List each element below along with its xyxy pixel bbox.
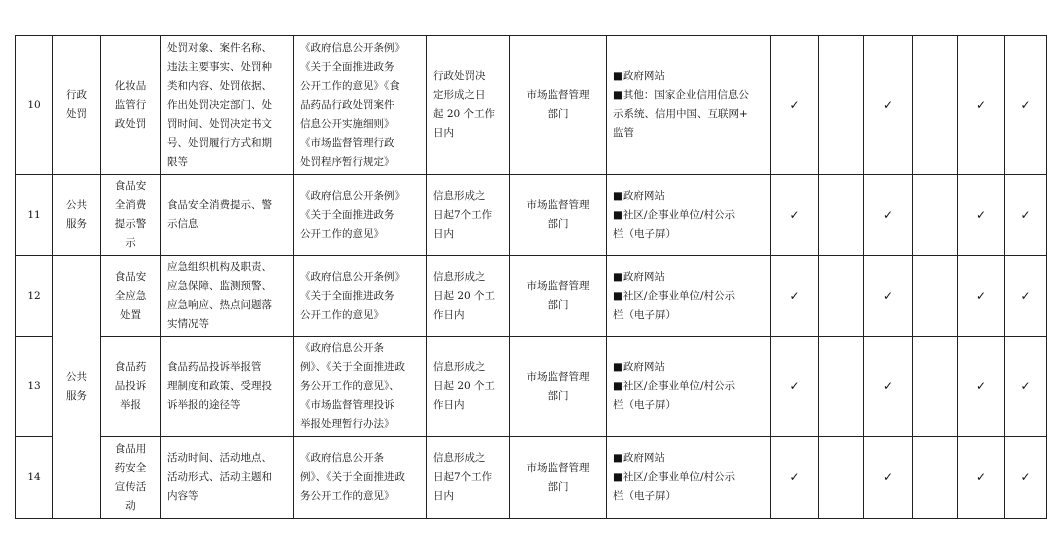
- check-cell: [819, 256, 864, 337]
- time-cell: [427, 337, 510, 437]
- item-cell-line: 全应急: [114, 289, 147, 302]
- category-cell-line: 公共: [66, 199, 87, 211]
- row-number: 10: [16, 36, 53, 175]
- table-row: [16, 337, 1047, 437]
- basis-cell-line: 《政府信息公开条: [300, 342, 384, 354]
- content-cell: [161, 437, 294, 519]
- basis-cell: [294, 337, 427, 437]
- time-cell-line: 定形成之日: [433, 89, 486, 101]
- subject-cell-line: 部门: [547, 108, 569, 120]
- subject-cell-line: 部门: [547, 299, 569, 311]
- check-cell: ✓: [864, 337, 913, 437]
- check-cell: [913, 437, 958, 519]
- content-cell-line: 号、处罚履行方式和期: [167, 136, 272, 149]
- channel-cell: [607, 175, 771, 256]
- subject-cell-line: 部门: [547, 389, 569, 402]
- row-number: 13: [16, 337, 53, 437]
- basis-cell-line: 例》、《关于全面推进政: [300, 361, 405, 373]
- basis-cell: [294, 256, 427, 337]
- content-cell-line: 实情况等: [167, 318, 209, 330]
- check-cell: [913, 36, 958, 175]
- channel-cell-line: 栏（电子屏）: [613, 227, 676, 240]
- item-cell-line: 化妆品: [114, 79, 147, 92]
- basis-cell-line: 举报处理暂行办法》: [300, 418, 395, 430]
- check-cell: ✓: [958, 36, 1005, 175]
- basis-cell-line: 公开工作的意见》《食: [300, 79, 400, 92]
- content-cell-line: 食品药品投诉举报管: [167, 361, 262, 373]
- time-cell: [427, 36, 510, 175]
- item-cell-line: 处置: [120, 308, 141, 321]
- channel-cell-line: 栏（电子屏）: [613, 399, 676, 411]
- time-cell-line: 日起 20 个工: [433, 289, 496, 302]
- content-cell: [161, 175, 294, 256]
- time-cell: [427, 437, 510, 519]
- time-cell-line: 日内: [433, 227, 454, 240]
- item-cell-line: 举报: [120, 399, 141, 411]
- category-cell: [53, 256, 101, 519]
- check-cell: ✓: [864, 175, 913, 256]
- subject-cell-line: 部门: [547, 480, 569, 493]
- time-cell-line: 作日内: [433, 308, 465, 321]
- channel-cell-line: ■政府网站: [613, 452, 665, 464]
- check-cell: ✓: [1005, 36, 1047, 175]
- item-cell: [101, 175, 161, 256]
- time-cell-line: 信息形成之: [433, 189, 486, 202]
- subject-cell-line: 部门: [547, 218, 569, 230]
- basis-cell-line: 品药品行政处罚案件: [300, 98, 395, 111]
- basis-cell-line: 公开工作的意见》: [300, 227, 384, 240]
- item-cell-line: 品投诉: [114, 380, 147, 392]
- channel-cell-line: ■其他：国家企业信用信息公: [613, 89, 749, 101]
- channel-cell: [607, 337, 771, 437]
- item-cell: [101, 256, 161, 337]
- row-number: 14: [16, 437, 53, 519]
- content-cell-line: 活动形式、活动主题和: [167, 471, 272, 483]
- check-cell: [913, 256, 958, 337]
- category-cell: [53, 175, 101, 256]
- item-cell-line: 宣传活: [114, 480, 147, 493]
- item-cell: [101, 36, 161, 175]
- channel-cell-line: 监管: [613, 127, 634, 139]
- check-cell: ✓: [771, 175, 819, 256]
- time-cell-line: 日内: [433, 490, 454, 502]
- row-number: 11: [16, 175, 53, 256]
- basis-cell-line: 公开工作的意见》: [300, 308, 384, 321]
- content-cell-line: 限等: [167, 155, 188, 168]
- item-cell: [101, 437, 161, 519]
- subject-cell-line: 市场监督管理: [526, 89, 590, 101]
- check-cell: [913, 175, 958, 256]
- check-cell: ✓: [958, 437, 1005, 519]
- time-cell-line: 日起 20 个工: [433, 380, 496, 392]
- basis-cell-line: 《政府信息公开条例》: [300, 270, 405, 283]
- time-cell-line: 信息形成之: [433, 452, 486, 464]
- channel-cell-line: ■社区/企事业单位/村公示: [613, 471, 735, 483]
- item-cell-line: 政处罚: [114, 117, 147, 130]
- check-cell: [913, 337, 958, 437]
- check-cell: ✓: [864, 36, 913, 175]
- item-cell-line: 食品安: [114, 270, 147, 283]
- basis-cell-line: 《关于全面推进政务: [300, 208, 395, 221]
- content-cell: [161, 337, 294, 437]
- basis-cell-line: 《关于全面推进政务: [300, 60, 395, 73]
- check-cell: [819, 175, 864, 256]
- channel-cell: [607, 256, 771, 337]
- content-cell-line: 理制度和政策、受理投: [167, 380, 272, 392]
- subject-cell: [510, 175, 607, 256]
- channel-cell-line: ■政府网站: [613, 270, 665, 283]
- basis-cell-line: 《市场监督管理投诉: [300, 399, 395, 411]
- time-cell-line: 日起7个工作: [433, 471, 493, 483]
- basis-cell-line: 务公开工作的意见》: [300, 490, 395, 502]
- basis-cell-line: 例》、《关于全面推进政: [300, 471, 405, 483]
- table-row: [16, 36, 1047, 175]
- time-cell-line: 信息形成之: [433, 270, 486, 283]
- channel-cell-line: ■政府网站: [613, 189, 665, 202]
- channel-cell: [607, 36, 771, 175]
- content-cell-line: 应急保障、监测预警、: [167, 280, 272, 292]
- check-cell: ✓: [864, 256, 913, 337]
- time-cell-line: 信息形成之: [433, 361, 486, 373]
- content-cell-line: 罚时间、处罚决定书文: [167, 117, 272, 130]
- basis-cell-line: 信息公开实施细则》: [300, 117, 395, 130]
- check-cell: ✓: [771, 36, 819, 175]
- content-cell-line: 作出处罚决定部门、处: [167, 98, 272, 111]
- subject-cell: [510, 36, 607, 175]
- time-cell: [427, 175, 510, 256]
- subject-cell: [510, 337, 607, 437]
- channel-cell-line: 栏（电子屏）: [613, 308, 676, 321]
- subject-cell-line: 市场监督管理: [526, 461, 590, 474]
- category-cell-line: 处罚: [66, 108, 87, 120]
- basis-cell: [294, 437, 427, 519]
- content-cell-line: 诉举报的途径等: [167, 399, 241, 411]
- check-cell: ✓: [1005, 256, 1047, 337]
- check-cell: [819, 36, 864, 175]
- subject-cell-line: 市场监督管理: [526, 370, 590, 383]
- basis-cell-line: 务公开工作的意见》、: [300, 380, 400, 392]
- check-cell: ✓: [958, 337, 1005, 437]
- category-cell-line: 服务: [66, 218, 87, 230]
- channel-cell-line: 示系统、信用中国、互联网+: [613, 108, 748, 120]
- content-cell: [161, 256, 294, 337]
- category-cell: [53, 36, 101, 175]
- time-cell-line: 行政处罚决: [433, 70, 486, 82]
- table-row: [16, 437, 1047, 519]
- subject-cell-line: 市场监督管理: [526, 280, 590, 292]
- subject-cell-line: 市场监督管理: [526, 199, 590, 211]
- check-cell: ✓: [771, 437, 819, 519]
- check-cell: ✓: [771, 256, 819, 337]
- item-cell-line: 药安全: [114, 461, 147, 474]
- channel-cell-line: ■政府网站: [613, 70, 665, 82]
- content-cell: [161, 36, 294, 175]
- item-cell: [101, 337, 161, 437]
- disclosure-table: [15, 35, 1047, 519]
- table-row: [16, 256, 1047, 337]
- time-cell-line: 日内: [433, 127, 454, 139]
- check-cell: ✓: [1005, 175, 1047, 256]
- check-cell: [819, 337, 864, 437]
- check-cell: ✓: [1005, 337, 1047, 437]
- row-number: 12: [16, 256, 53, 337]
- item-cell-line: 全消费: [114, 199, 147, 211]
- time-cell-line: 日起7个工作: [433, 208, 493, 221]
- content-cell-line: 类和内容、处罚依据、: [167, 79, 272, 92]
- item-cell-line: 动: [125, 499, 136, 512]
- check-cell: ✓: [958, 256, 1005, 337]
- category-cell-line: 服务: [66, 390, 87, 402]
- check-cell: ✓: [864, 437, 913, 519]
- check-cell: ✓: [771, 337, 819, 437]
- channel-cell: [607, 437, 771, 519]
- time-cell: [427, 256, 510, 337]
- time-cell-line: 起 20 个工作: [433, 108, 496, 120]
- basis-cell-line: 《市场监督管理行政: [300, 136, 395, 149]
- check-cell: ✓: [1005, 437, 1047, 519]
- content-cell-line: 活动时间、活动地点、: [167, 452, 272, 464]
- content-cell-line: 应急组织机构及职责、: [167, 261, 272, 273]
- content-cell-line: 应急响应、热点问题落: [167, 299, 272, 311]
- channel-cell-line: ■社区/企事业单位/村公示: [613, 289, 735, 302]
- content-cell-line: 示信息: [167, 218, 199, 230]
- basis-cell: [294, 36, 427, 175]
- category-cell-line: 公共: [66, 371, 87, 383]
- basis-cell: [294, 175, 427, 256]
- content-cell-line: 违法主要事实、处罚种: [167, 60, 272, 73]
- item-cell-line: 食品安: [114, 180, 147, 192]
- item-cell-line: 食品药: [114, 361, 147, 373]
- time-cell-line: 作日内: [433, 399, 465, 411]
- subject-cell: [510, 256, 607, 337]
- item-cell-line: 食品用: [114, 442, 147, 455]
- content-cell-line: 内容等: [167, 490, 199, 502]
- content-cell-line: 处罚对象、案件名称、: [167, 41, 272, 54]
- channel-cell-line: 栏（电子屏）: [613, 490, 676, 502]
- channel-cell-line: ■社区/企事业单位/村公示: [613, 380, 735, 392]
- basis-cell-line: 处罚程序暂行规定》: [300, 155, 395, 168]
- item-cell-line: 提示警: [114, 218, 147, 230]
- basis-cell-line: 《政府信息公开条例》: [300, 189, 405, 202]
- basis-cell-line: 《政府信息公开条: [300, 452, 384, 464]
- subject-cell: [510, 437, 607, 519]
- table-row: [16, 175, 1047, 256]
- check-cell: ✓: [958, 175, 1005, 256]
- item-cell-line: 示: [125, 237, 136, 249]
- check-cell: [819, 437, 864, 519]
- category-cell-line: 行政: [66, 89, 87, 101]
- item-cell-line: 监管行: [114, 98, 147, 111]
- basis-cell-line: 《政府信息公开条例》: [300, 41, 405, 54]
- channel-cell-line: ■社区/企事业单位/村公示: [613, 208, 735, 221]
- basis-cell-line: 《关于全面推进政务: [300, 289, 395, 302]
- content-cell-line: 食品安全消费提示、警: [167, 199, 272, 211]
- channel-cell-line: ■政府网站: [613, 361, 665, 373]
